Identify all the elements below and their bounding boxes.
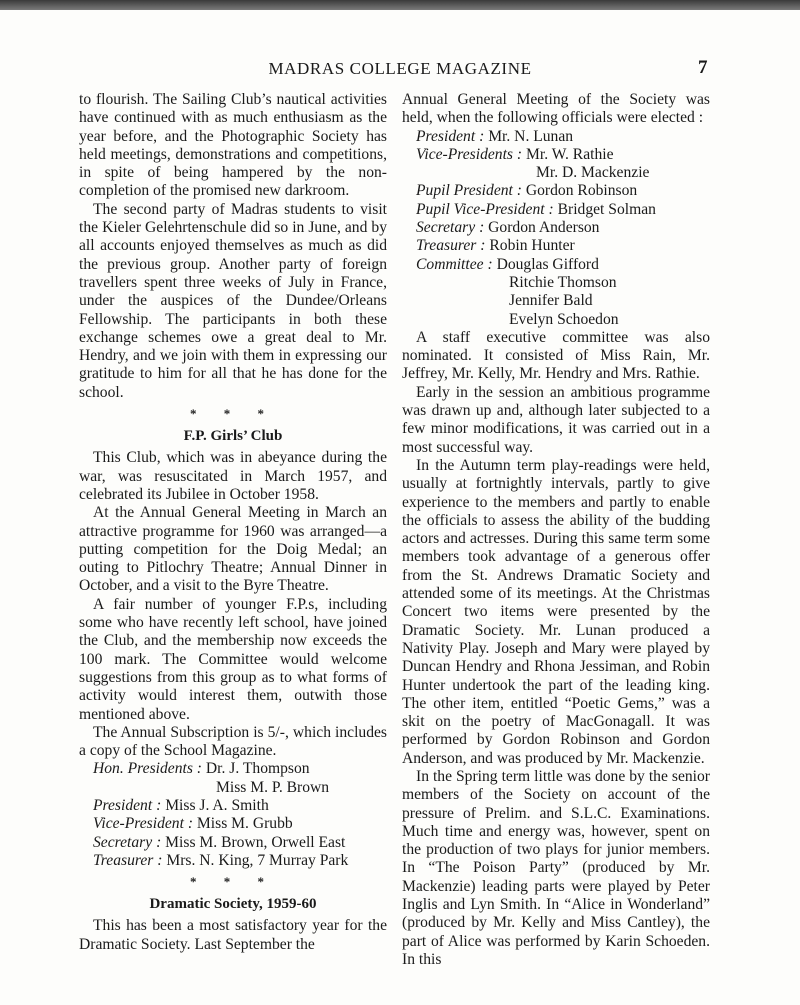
paragraph-dramatic-intro: This has been a most satisfactory year for the Dramatic Society. Last September the [79,917,387,953]
officer-name: Gordon Anderson [488,219,600,237]
officer-name: Ritchie Thomson [509,273,617,291]
paragraph-fp-subscription: The Annual Subscription is 5/-, which includes a copy of the School Magazine. [79,723,387,760]
left-column [79,91,387,954]
paragraph-spring-term: In the Spring term little was done by the senior members of the Society on account of the pressure of Prelim. and S.L.C. Examinations. Much time and energy was, however, spent on the production of two plays for junior members. In “The Poison Party” (produced by Mr. Mackenzie) leading parts were played by Peter Inglis and Lyn Smith. In “Alice in Wonderland” (produced by Mr. Kelly and Miss Cantley), the part of Alice was performed by Karin Schoeden. In this [402,767,710,968]
heading-dramatic-society: Dramatic Society, 1959-60 [149,896,317,913]
officer-name: Miss M. P. Brown [216,778,330,796]
officer-role: Pupil Vice-President : [416,200,554,218]
paragraph-programme: Early in the session an ambitious programme was drawn up and, although later subjected to a few minor modifications, it was carried out in a most successful way. [402,383,710,456]
officer-role: Vice-Presidents : [416,145,523,163]
scan-top-edge [0,0,800,10]
officer-name: Miss M. Grubb [196,815,293,833]
officer-name: Mr. D. Mackenzie [536,164,650,182]
officer-name: Gordon Robinson [525,182,638,200]
officer-role: Treasurer : [93,851,163,869]
officer-role: Secretary : [93,833,162,851]
officer-role: Pupil President : [416,182,522,200]
paragraph-autumn-term: In the Autumn term play-readings were held, usually at fortnightly intervals, partly to give experience to the members and partly to enable the officials to assess the ability of the budding actors and actresses. During this same term some members took advantage of a generous offer from the St. Andrews Dramatic Society and attended some of its meetings. At the Christmas Concert two items were presented by the Dramatic Society. Mr. Lunan produced a Nativity Play. Joseph and Mary were played by Duncan Hendry and Rhona Jessiman, and Robin Hunter undertook the part of the leading king. The other item, entitled “Poetic Gems,” was a skit on the poetry of MacGonagall. It was performed by Gordon Robinson and Gordon Anderson, and was produced by Mr. Mackenzie. [402,456,710,767]
officer-name: Dr. J. Thompson [205,760,310,778]
page-header-title: MADRAS COLLEGE MAGAZINE [268,59,532,78]
paragraph-fp-history: This Club, which was in abeyance during the war, was resuscitated in March 1957, and celebrated its Jubilee in October 1958. [79,449,387,503]
paragraph-fp-membership: A fair number of younger F.P.s, including some who have recently left school, have joined the Club, and the membership now exceeds the 100 mark. The Committee would welcome suggestions from this group as to what forms of activity would interest them, outwith those mentioned above. [79,595,387,723]
officer-role: President : [93,796,162,814]
officer-role: President : [416,127,485,145]
fp-officers-list [79,760,387,870]
officer-name: Evelyn Schoedon [509,310,619,328]
officer-name: Mr. W. Rathie [526,145,614,163]
dramatic-officers-list [402,128,710,329]
officer-role: Vice-President : [93,815,194,833]
officer-name: Mrs. N. King, 7 Murray Park [166,851,349,869]
officer-role: Treasurer : [416,237,486,255]
paragraph-clubs: to flourish. The Sailing Club’s nautical activities have continued with as much enthusiasm as the year before, and the Photographic Society has held meetings, demonstrations and competitions, in spite of being hampered by the non-completion of the promised new darkroom. [79,91,387,200]
paragraph-staff-committee: A staff executive committee was also nominated. It consisted of Miss Rain, Mr. Jeffrey, Mr. Kelly, Mr. Hendry and Mrs. Rathie. [402,328,710,383]
section-separator: * * * [190,406,276,422]
officer-name: Jennifer Bald [509,292,593,310]
officer-name: Robin Hunter [489,237,575,255]
officer-name: Miss M. Brown, Orwell East [165,833,346,851]
paragraph-exchange: The second party of Madras students to visit the Kieler Gelehrtenschule did so in June, and by all accounts enjoyed themselves as much as did the previous group. Another party of foreign travellers spent three weeks of July in France, under the auspices of the Dundee/Orleans Fellowship. The participants in both these exchange schemes owe a great deal to Mr. Hendry, and we join with them in expressing our gratitude to him for all that he has done for the school. [79,200,387,401]
paragraph-agm: Annual General Meeting of the Society was held, when the following officials were elected : [402,91,710,127]
officer-role: Hon. Presidents : [93,760,202,778]
paragraph-fp-programme: At the Annual General Meeting in March an attractive programme for 1960 was arranged—a putting competition for the Doig Medal; an outing to Pitlochry Theatre; Annual Dinner in October, and a visit to the Byre Theatre. [79,504,387,595]
right-column [402,91,710,969]
officer-name: Bridget Solman [557,200,656,218]
officer-name: Miss J. A. Smith [165,796,269,814]
section-separator: * * * [190,874,276,890]
officer-role: Secretary : [416,219,485,237]
page-number: 7 [698,57,708,78]
heading-fp-girls-club: F.P. Girls’ Club [183,428,283,445]
officer-name: Mr. N. Lunan [488,127,574,145]
officer-role: Committee : [416,255,493,273]
officer-name: Douglas Gifford [496,255,599,273]
